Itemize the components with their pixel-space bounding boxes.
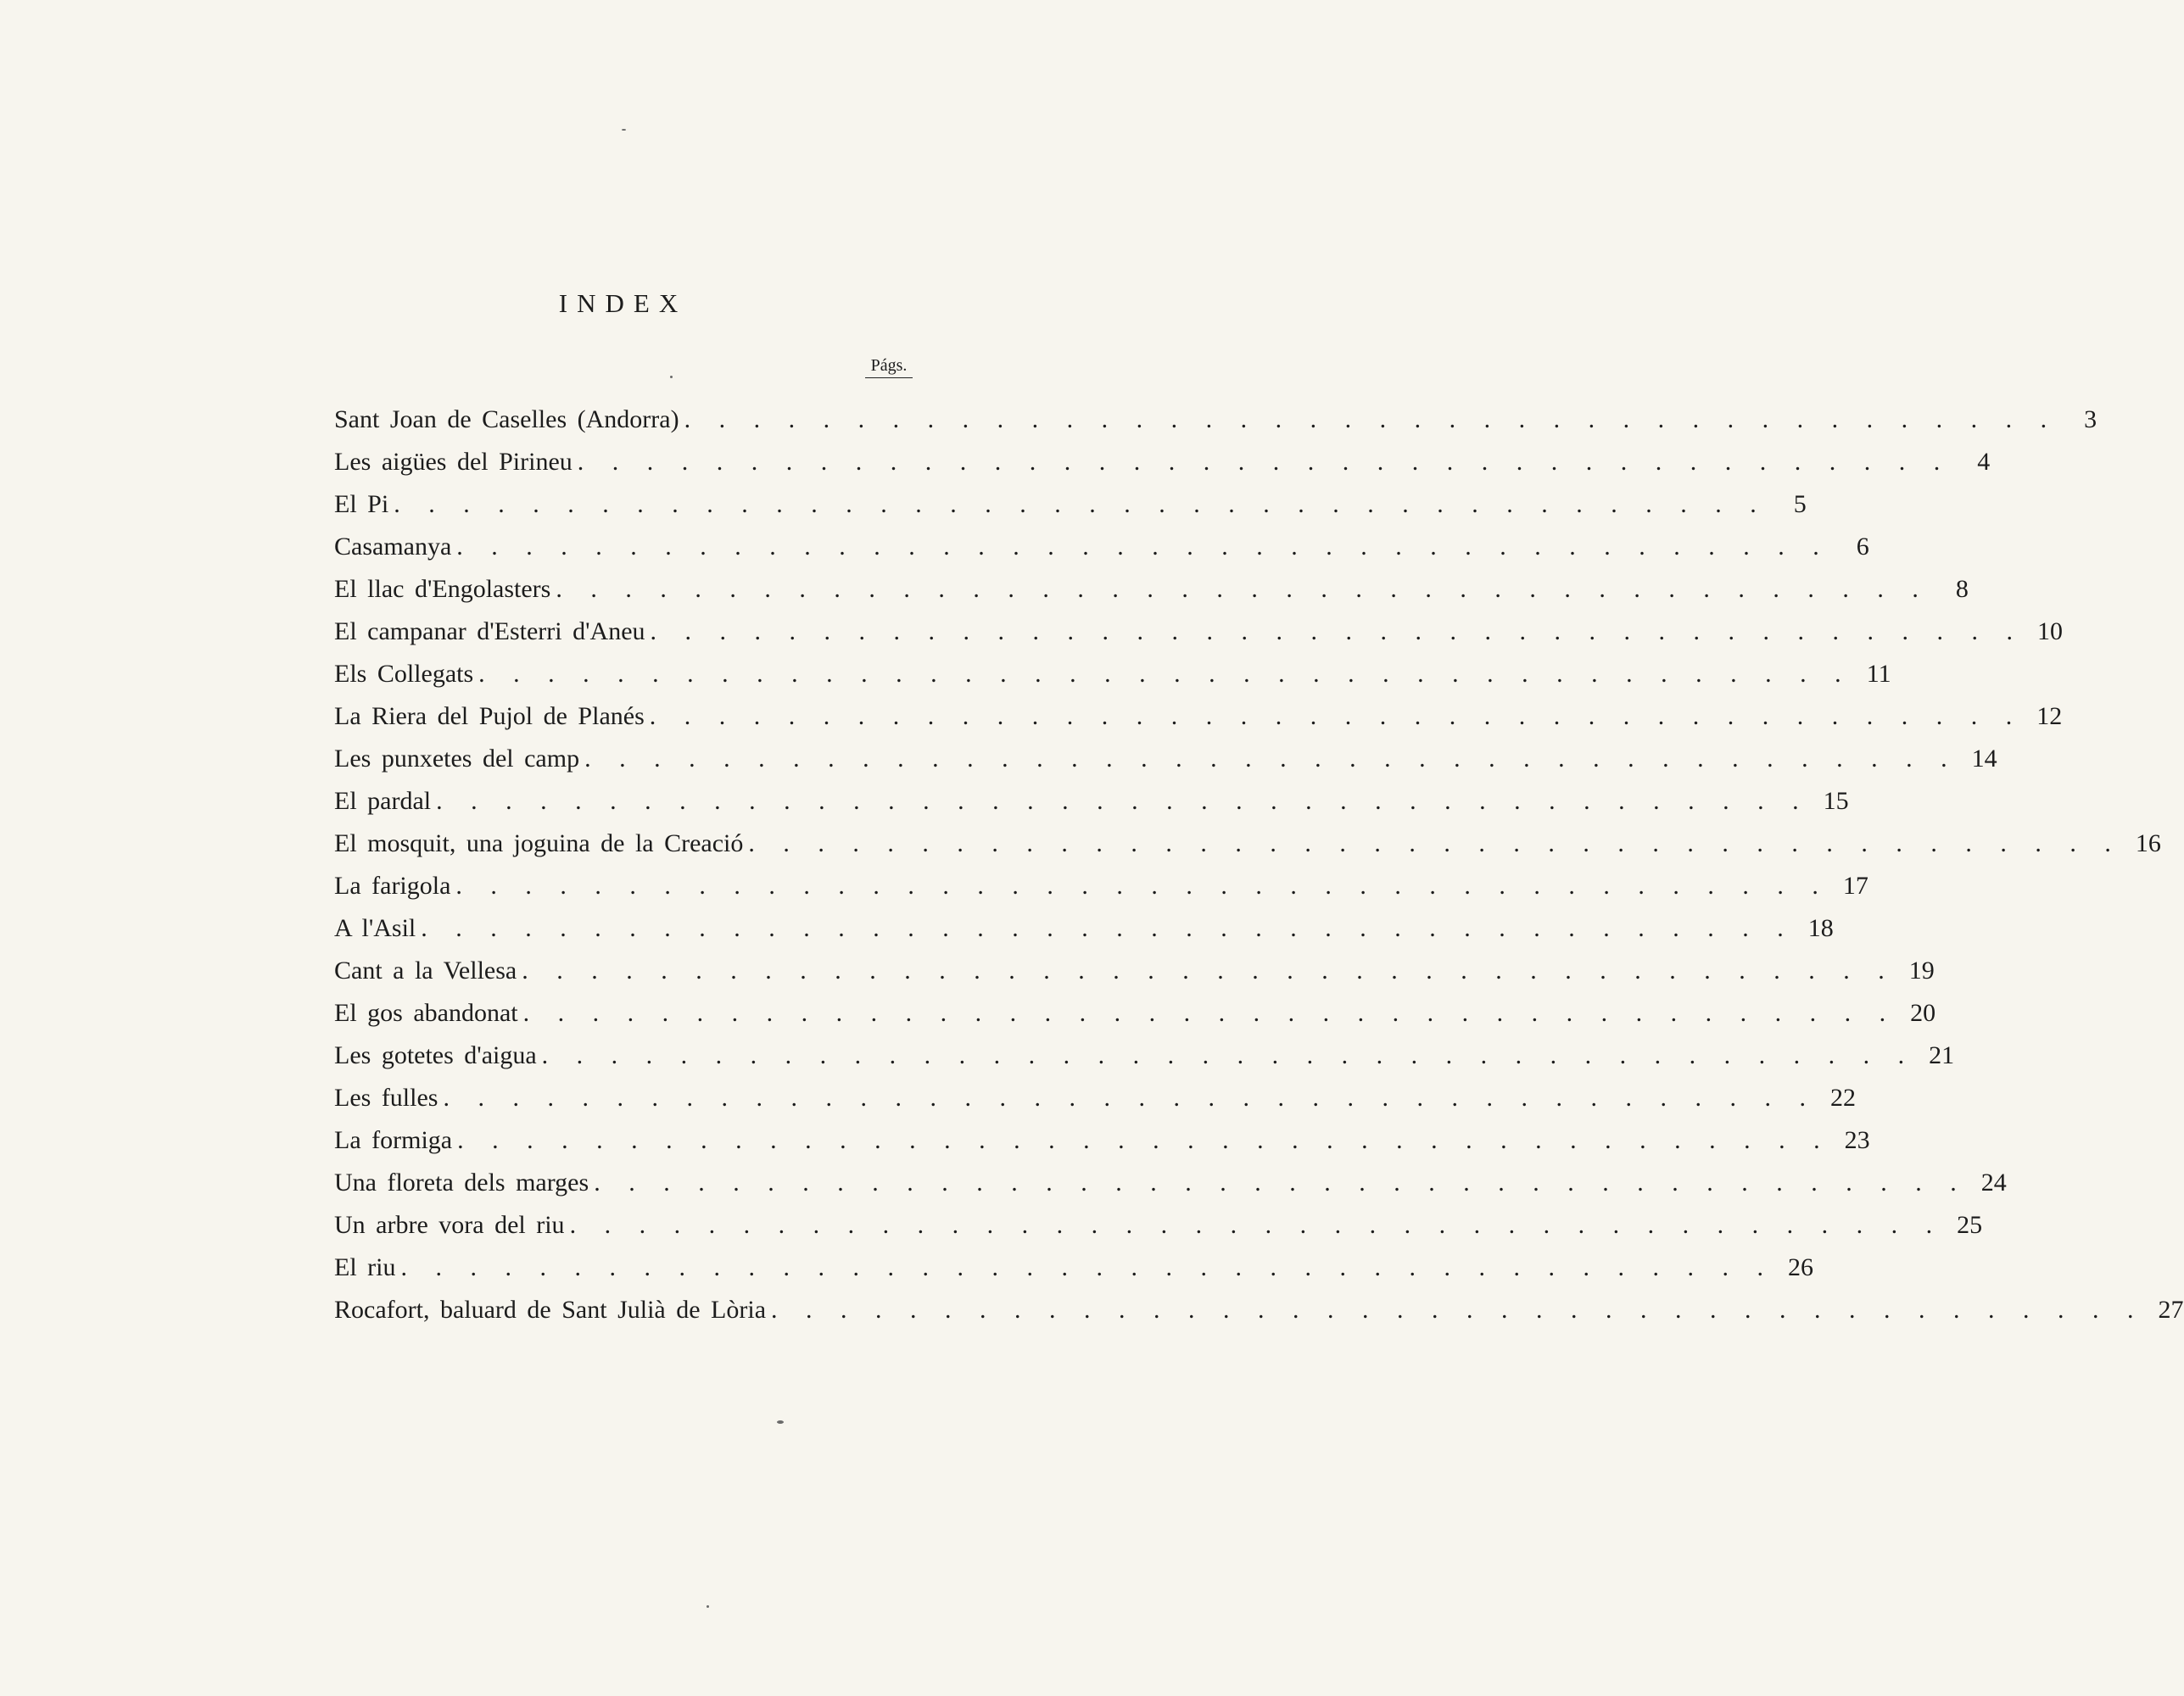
pages-column-header: Págs. [865, 356, 913, 378]
toc-entry-title: El mosquit, una joguina de la Creació [334, 829, 744, 857]
toc-entry-page-number: 21 [1929, 1041, 1955, 1069]
dot-leader: . . . . . . . . . . . . . . . . . . . . . . . . . . . . . . . . . . . . . . . . [748, 829, 2122, 857]
toc-entry [334, 695, 2063, 738]
toc-entry-page-number: 12 [2036, 702, 2063, 730]
toc-entry [334, 568, 1969, 611]
toc-entry [334, 738, 1997, 780]
toc-entry [334, 907, 1834, 950]
toc-entry [334, 441, 1991, 483]
toc-entry [334, 1289, 2184, 1331]
toc-entry [334, 1162, 2007, 1204]
toc-entry-title: Les gotetes d'aigua [334, 1041, 537, 1069]
dot-leader: . . . . . . . . . . . . . . . . . . . . . . . . . . . . . . . . . . . . . . . . [584, 745, 1958, 773]
toc-entry-title: El Pi [334, 490, 389, 518]
toc-entry [334, 1247, 1813, 1289]
toc-entry-page-number: 3 [2084, 405, 2097, 433]
dot-leader: . . . . . . . . . . . . . . . . . . . . . . . . . . . . . . . . . . . . . . . . [457, 1126, 1831, 1154]
dot-leader: . . . . . . . . . . . . . . . . . . . . . . . . . . . . . . . . . . . . . . . . [456, 533, 1830, 561]
toc-entry [334, 653, 1891, 695]
paper-speck [777, 1420, 784, 1424]
dot-leader: . . . . . . . . . . . . . . . . . . . . . . . . . . . . . . . . . . . . . . . . [522, 957, 1896, 985]
dot-leader: . . . . . . . . . . . . . . . . . . . . . . . . . . . . . . . . . . . . . . . . [455, 872, 1829, 900]
toc-entry-page-number: 5 [1793, 490, 1807, 518]
toc-entry-title: El pardal [334, 787, 432, 815]
dot-leader: . . . . . . . . . . . . . . . . . . . . . . . . . . . . . . . . . . . . . . . . [594, 1169, 1968, 1197]
toc-entry-page-number: 22 [1829, 1084, 1856, 1112]
toc-entry [334, 1035, 1955, 1077]
toc-entry-title: La farigola [334, 872, 451, 900]
toc-entry-page-number: 10 [2037, 617, 2064, 645]
dot-leader: . . . . . . . . . . . . . . . . . . . . . . . . . . . . . . . . . . . . . . . . [436, 787, 1810, 815]
toc-entry-title: Un arbre vora del riu [334, 1211, 565, 1239]
toc-entry [334, 399, 2097, 441]
dot-leader: . . . . . . . . . . . . . . . . . . . . . . . . . . . . . . . . . . . . . . . . [421, 914, 1795, 942]
toc-entry-title: Els Collegats [334, 660, 474, 688]
toc-entry-title: Les fulles [334, 1084, 438, 1112]
toc-entry-page-number: 23 [1844, 1126, 1870, 1154]
toc-entry-title: El riu [334, 1253, 396, 1281]
paper-speck [622, 129, 626, 131]
toc-entry-page-number: 6 [1856, 533, 1869, 561]
toc-entry [334, 483, 1807, 526]
toc-entry-page-number: 20 [1910, 999, 1936, 1027]
toc-entry-page-number: 8 [1955, 575, 1969, 603]
toc-entry-page-number: 18 [1807, 914, 1834, 942]
toc-entry-page-number: 26 [1788, 1253, 1813, 1281]
toc-entry-title: La Riera del Pujol de Planés [334, 702, 645, 730]
toc-entry-page-number: 15 [1823, 787, 1849, 815]
toc-entry-page-number: 16 [2135, 829, 2161, 857]
toc-entry-page-number: 4 [1977, 448, 1991, 476]
dot-leader: . . . . . . . . . . . . . . . . . . . . . . . . . . . . . . . . . . . . . . . . [556, 575, 1930, 603]
toc-entry [334, 1077, 1856, 1119]
dot-leader: . . . . . . . . . . . . . . . . . . . . . . . . . . . . . . . . . . . . . . . . [649, 702, 2024, 730]
dot-leader: . . . . . . . . . . . . . . . . . . . . . . . . . . . . . . . . . . . . . . . . [443, 1084, 1817, 1112]
toc-entry-page-number: 11 [1866, 660, 1891, 688]
toc-entry [334, 780, 1849, 823]
toc-entry [334, 611, 2064, 653]
toc-entry [334, 1204, 1983, 1247]
toc-entry-title: Cant a la Vellesa [334, 957, 517, 985]
toc-entry-title: Una floreta dels marges [334, 1169, 589, 1197]
dot-leader: . . . . . . . . . . . . . . . . . . . . . . . . . . . . . . . . . . . . . . . . [684, 405, 2058, 433]
dot-leader: . . . . . . . . . . . . . . . . . . . . . . . . . . . . . . . . . . . . . . . . [577, 448, 1952, 476]
toc-entry [334, 992, 1936, 1035]
toc-entry-title: El llac d'Engolasters [334, 575, 551, 603]
dot-leader: . . . . . . . . . . . . . . . . . . . . . . . . . . . . . . . . . . . . . . . . [650, 617, 2025, 645]
dot-leader: . . . . . . . . . . . . . . . . . . . . . . . . . . . . . . . . . . . . . . . . [400, 1253, 1774, 1281]
toc-entry-title: A l'Asil [334, 914, 416, 942]
toc-entry-page-number: 24 [1980, 1169, 2007, 1197]
toc-entry [334, 526, 1869, 568]
table-of-contents [334, 399, 2184, 1331]
dot-leader: . . . . . . . . . . . . . . . . . . . . . . . . . . . . . . . . . . . . . . . . [569, 1211, 1944, 1239]
toc-entry-page-number: 25 [1957, 1211, 1983, 1239]
toc-entry-title: La formiga [334, 1126, 453, 1154]
dot-leader: . . . . . . . . . . . . . . . . . . . . . . . . . . . . . . . . . . . . . . . . [771, 1296, 2145, 1324]
toc-entry-page-number: 19 [1908, 957, 1935, 985]
toc-entry-title: El campanar d'Esterri d'Aneu [334, 617, 645, 645]
dot-leader: . . . . . . . . . . . . . . . . . . . . . . . . . . . . . . . . . . . . . . . . [394, 490, 1768, 518]
toc-entry-page-number: 14 [1971, 745, 1997, 773]
toc-entry [334, 823, 2161, 865]
toc-entry-title: El gos abandonat [334, 999, 518, 1027]
paper-speck [670, 376, 673, 378]
dot-leader: . . . . . . . . . . . . . . . . . . . . . . . . . . . . . . . . . . . . . . . . [541, 1041, 1916, 1069]
toc-entry-title: Sant Joan de Caselles (Andorra) [334, 405, 679, 433]
toc-entry [334, 950, 1935, 992]
toc-entry-title: Casamanya [334, 533, 452, 561]
dot-leader: . . . . . . . . . . . . . . . . . . . . . . . . . . . . . . . . . . . . . . . . [522, 999, 1897, 1027]
toc-entry [334, 865, 1868, 907]
index-title: INDEX [558, 288, 688, 318]
toc-entry-title: Les aigües del Pirineu [334, 448, 573, 476]
toc-entry-page-number: 17 [1842, 872, 1868, 900]
toc-entry [334, 1119, 1870, 1162]
toc-entry-page-number: 27 [2158, 1296, 2184, 1324]
toc-entry-title: Rocafort, baluard de Sant Julià de Lòria [334, 1296, 767, 1324]
paper-speck [707, 1605, 709, 1608]
toc-entry-title: Les punxetes del camp [334, 745, 580, 773]
dot-leader: . . . . . . . . . . . . . . . . . . . . . . . . . . . . . . . . . . . . . . . . [478, 660, 1852, 688]
